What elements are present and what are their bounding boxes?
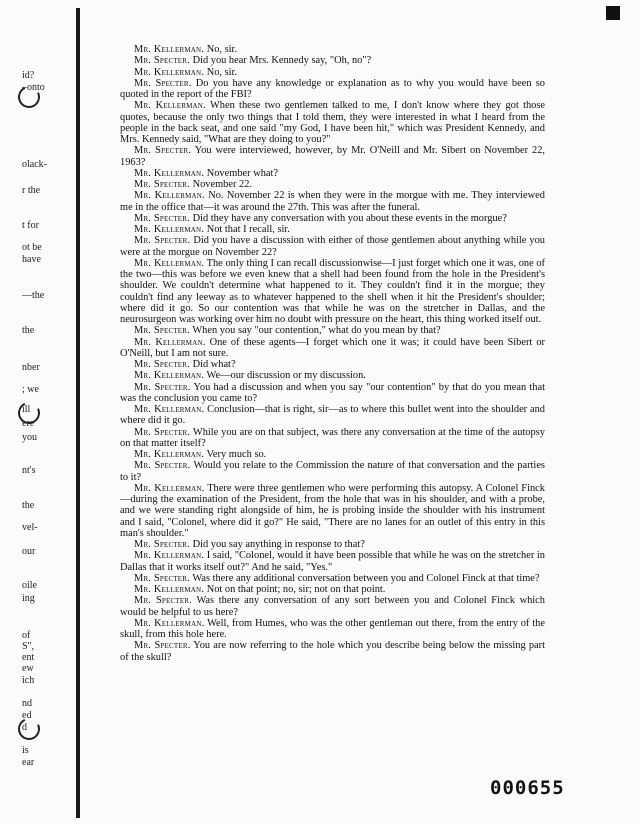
margin-fragment: the [22,325,35,336]
speech-text: Not that I recall, sir. [206,224,290,235]
corner-mark [606,6,620,20]
binding-edge [76,8,80,818]
margin-fragment: olack- [22,159,47,170]
speech-text: November what? [206,167,278,179]
testimony-paragraph [120,595,545,618]
speaker-label: Mr. Specter. [134,539,190,550]
testimony-text [120,44,545,663]
speaker-label: Mr. Kellerman. [134,190,205,202]
speech-text: You were interviewed, however, by Mr. O'Neill and Mr. Sibert on November 22, 1963? [120,145,545,168]
margin-fragment: ere [22,418,35,429]
speech-text: Conclusion—that is right, sir—as to where this bullet went into the shoulder and where did it go. [120,404,545,427]
testimony-paragraph [120,483,545,539]
testimony-paragraph [120,179,545,190]
margin-fragment: id? [22,70,35,81]
speaker-label: Mr. Specter. [134,595,192,607]
margin-fragment: our [22,546,36,557]
speaker-label: Mr. Kellerman. [134,449,205,460]
margin-fragment: S", [22,641,35,652]
speaker-label: Mr. Specter. [134,640,191,652]
margin-fragment: ing [22,593,35,604]
speaker-label: Mr. Kellerman. [134,482,205,494]
margin-fragment: t for [22,220,39,231]
testimony-paragraph [120,44,545,55]
testimony-paragraph [120,235,545,258]
testimony-paragraph [120,224,545,235]
testimony-paragraph [120,382,545,405]
testimony-paragraph [120,449,545,460]
margin-fragment: oile [22,580,37,591]
testimony-paragraph [120,370,545,381]
speaker-label: Mr. Specter. [134,359,190,370]
speaker-label: Mr. Specter. [134,381,191,393]
speech-text: You are now referring to the hole which you describe being below the missing part of the skull? [120,640,545,663]
speaker-label: Mr. Kellerman. [134,44,205,55]
speech-text: One of these agents—I forget which one it was; it could have been Sibert or O'Neill, but I am not sure. [120,336,545,359]
testimony-paragraph [120,258,545,326]
speaker-label: Mr. Kellerman. [134,617,205,629]
speech-text: Did you say anything in response to that? [192,539,365,550]
margin-fragment: ew [22,663,34,674]
speech-text: Would you relate to the Commission the nature of that conversation and the parties to it? [120,460,545,483]
speech-text: Did what? [192,359,236,370]
speaker-label: Mr. Kellerman. [134,100,206,112]
margin-fragment: of [22,630,31,641]
speaker-label: Mr. Kellerman. [134,370,205,382]
margin-fragment: the [22,500,35,511]
margin-fragment: nt's [22,465,36,476]
speech-text: Very much so. [206,449,267,460]
margin-fragment: ed [22,710,32,721]
speech-text: We—our discussion or my discussion. [206,370,366,382]
speaker-label: Mr. Specter. [134,325,190,337]
margin-fragment: ich [22,675,35,686]
testimony-paragraph [120,359,545,370]
testimony-paragraph [120,100,545,145]
margin-fragment: —the [22,290,45,301]
speech-text: November 22. [192,179,253,190]
speech-text: Was there any additional conversation between you and Colonel Finck at that time? [192,572,540,584]
speaker-label: Mr. Specter. [134,460,191,472]
margin-fragment: r the [22,185,41,196]
testimony-paragraph [120,213,545,224]
testimony-paragraph [120,539,545,550]
speaker-label: Mr. Specter. [134,426,191,438]
margin-fragment: nber [22,362,40,373]
testimony-paragraph [120,640,545,663]
speaker-label: Mr. Kellerman. [134,336,206,348]
speech-text: Not on that point; no, sir; not on that point. [206,584,386,595]
speech-text: Do you have any knowledge or explanation as to why you would have been so quoted in the report of the FBI? [120,77,545,100]
testimony-paragraph [120,168,545,179]
testimony-paragraph [120,573,545,584]
testimony-paragraph [120,584,545,595]
testimony-paragraph [120,190,545,213]
testimony-paragraph [120,325,545,336]
margin-fragment: nd [22,698,32,709]
margin-fragment: ot be [22,242,42,253]
speaker-label: Mr. Specter. [134,235,191,247]
testimony-paragraph [120,78,545,101]
margin-fragment: ear [22,757,35,768]
speech-text: No, sir. [206,44,238,55]
speaker-label: Mr. Kellerman. [134,224,205,235]
speech-text: I said, "Colonel, would it have been possible that while he was on the stretcher in Dallas that it works itself out?" And he said, "Yes." [120,550,545,573]
speech-text: No. November 22 is when they were in the morgue with me. They interviewed me in the office that—it was around the 27th. This was after the funeral. [120,190,545,213]
speech-text: No, sir. [206,66,238,78]
testimony-paragraph [120,55,545,66]
speech-text: There were three gentlemen who were performing this autopsy. A Colonel Finck—during the examination of the President, from the hole that was in his shoulder, and with a probe, and we were standing right alongside of him, he is probing inside the shoulder with his instrument and I said, "Colonel, where did it go?" He said, "There are no lanes for an outlet of this entry in this man's shoulder." [120,482,545,539]
speaker-label: Mr. Kellerman. [134,584,205,595]
testimony-paragraph [120,337,545,360]
page-number: 000655 [490,777,565,799]
speaker-label: Mr. Kellerman. [134,550,205,562]
margin-fragment: ; we [22,384,39,395]
speaker-label: Mr. Specter. [134,572,190,584]
speech-text: When these two gentlemen talked to me, I don't know where they got those quotes, because the only two things that I told them, they were interested in what I heard from the people in the back seat, and one said "my God, I have been hit," which was President Kennedy, and Mrs. Kennedy said, "What are they doing to you?" [120,100,545,145]
speaker-label: Mr. Specter. [134,212,190,224]
speaker-label: Mr. Specter. [134,77,192,89]
speaker-label: Mr. Kellerman. [134,257,205,269]
speech-text: Well, from Humes, who was the other gentleman out there, from the entry of the skull, from this hole here. [120,617,545,640]
speaker-label: Mr. Specter. [134,55,190,67]
speech-text: While you are on that subject, was there any conversation at the time of the autopsy on that matter itself? [120,426,545,449]
testimony-paragraph [120,618,545,641]
margin-fragment: ent [22,652,35,663]
testimony-paragraph [120,67,545,78]
speech-text: The only thing I can recall discussionwise—I just forget which one it was, one of the two—this was before we even knew that a shell had been found from the hole in the President's shoulder. We couldn't determine what happened to it. They couldn't find it in the morgue; they couldn't find any leeway as to whatever happened to the shell when it hit the President's shoulder; where did it go. So our contention was that while he was on the stretcher in Dallas, and the neurosurgeon was working over him no doubt with pressure on the heart, this thing worked itself out. [120,257,545,325]
speech-text: When you say "our contention," what do you mean by that? [192,325,441,337]
speaker-label: Mr. Specter. [134,145,192,157]
speech-text: You had a discussion and when you say "our contention" by that do you mean that was the conclusion you came to? [120,381,545,404]
testimony-paragraph [120,145,545,168]
speech-text: Did they have any conversation with you about these events in the morgue? [192,212,507,224]
margin-fragment: vel- [22,522,38,533]
margin-fragment: you [22,432,37,443]
margin-fragment: –onto [22,82,45,93]
speech-text: Did you hear Mrs. Kennedy say, "Oh, no"? [192,55,372,67]
speech-text: Did you have a discussion with either of those gentlemen about anything while you were at the morgue on November 22? [120,235,545,258]
speaker-label: Mr. Kellerman. [134,66,205,78]
speaker-label: Mr. Kellerman. [134,167,205,179]
margin-fragment: have [22,254,41,265]
margin-fragment: ill [22,404,31,415]
speaker-label: Mr. Kellerman. [134,404,205,415]
speaker-label: Mr. Specter. [134,179,190,190]
speech-text: Was there any conversation of any sort between you and Colonel Finck which would be helpful to us here? [120,595,545,618]
margin-fragment: is [22,745,29,756]
testimony-paragraph [120,427,545,450]
testimony-paragraph [120,404,545,427]
testimony-paragraph [120,460,545,483]
testimony-paragraph [120,550,545,573]
margin-fragment: d [22,722,27,733]
